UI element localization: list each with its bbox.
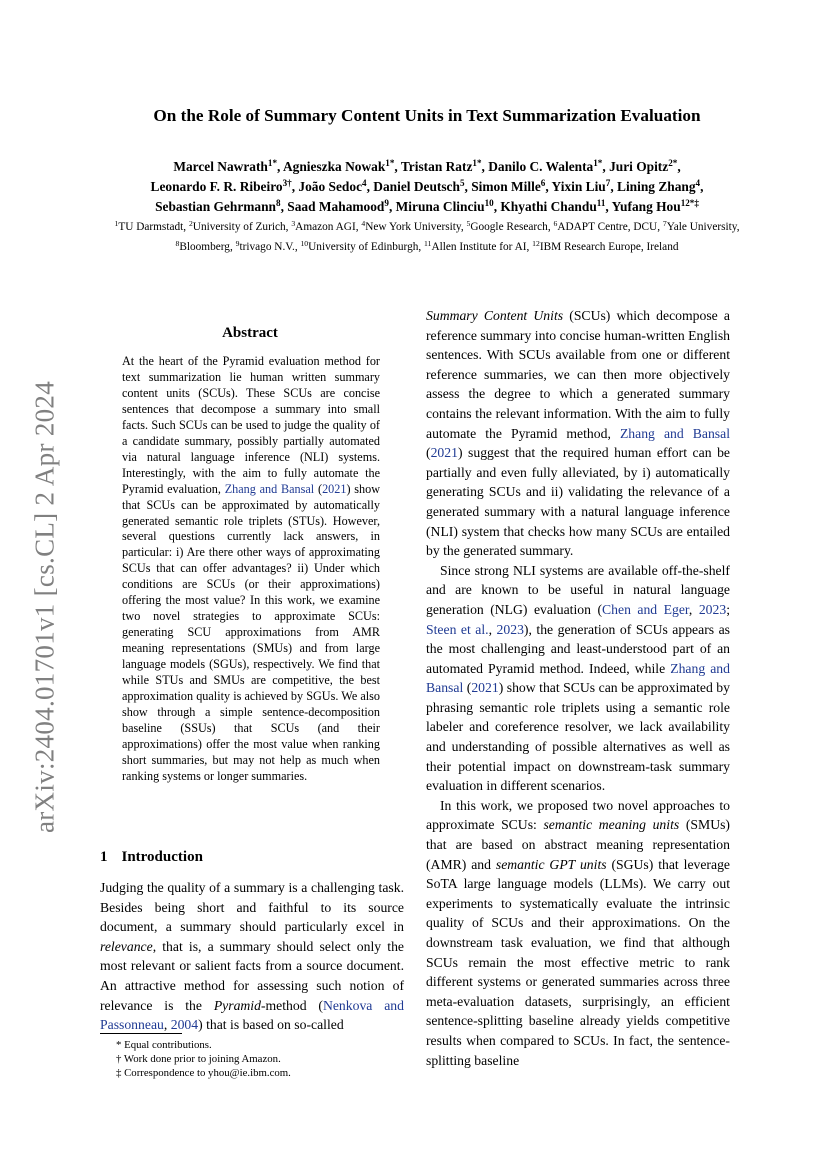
author-separator: , bbox=[394, 159, 401, 174]
author-affiliation-mark: 6 bbox=[540, 178, 546, 188]
body-text: Judging the quality of a summary is a challenging task. Besides being short and faithful to its source document, a summary should particularly excel in bbox=[100, 880, 404, 935]
citation-link[interactable]: Nenkova and Passonneau bbox=[100, 997, 404, 1033]
author-separator: , bbox=[545, 179, 552, 194]
author-affiliation-mark: 4 bbox=[695, 178, 701, 188]
affiliation-name: Amazon AGI bbox=[295, 221, 356, 233]
emphasis: Pyramid bbox=[213, 997, 261, 1013]
paragraph bbox=[426, 796, 730, 1070]
author-affiliation-mark: 1* bbox=[472, 158, 482, 168]
author-name: Leonardo F. R. Ribeiro bbox=[150, 179, 283, 194]
body-text: ( bbox=[426, 445, 431, 461]
abstract-text: At the heart of the Pyramid evaluation method for text summarization lie human written summary content units (SCUs). These SCUs are concise sentences that decompose a summary into small facts. Such SCUs can be used to judge the quality of a candidate summary, possibly partially automated via natural language inference (NLI) systems. Interestingly, with the aim to fully automate the Pyramid evaluation, bbox=[122, 354, 380, 496]
affiliation-list bbox=[95, 217, 759, 257]
body-text: , bbox=[488, 621, 497, 637]
section-title: Introduction bbox=[121, 849, 203, 865]
author-affiliation-mark: 1* bbox=[593, 158, 603, 168]
abstract-body bbox=[122, 354, 380, 785]
body-text: -method ( bbox=[260, 997, 323, 1013]
author-name: João Sedoc bbox=[298, 179, 363, 194]
citation-link[interactable]: Zhang and Bansal bbox=[619, 425, 731, 441]
affiliation-mark: 2 bbox=[188, 218, 193, 228]
author-name: Agnieszka Nowak bbox=[282, 159, 386, 174]
emphasis: Summary Content Units bbox=[426, 308, 564, 323]
body-text: ; bbox=[726, 601, 731, 617]
affiliation-mark: 9 bbox=[235, 238, 240, 248]
affiliation-separator: , bbox=[285, 221, 292, 233]
body-text: Since strong NLI systems are available off-the-shelf and are known to be useful in natural language generation (NLG) evaluation ( bbox=[426, 562, 730, 617]
author-name: Tristan Ratz bbox=[400, 159, 473, 174]
citation-link[interactable]: 2021 bbox=[322, 481, 347, 496]
body-text: (SMUs) that are based on abstract meaning representation (AMR) and bbox=[426, 817, 730, 872]
body-text: ) suggest that the required human effort can be partially and even fully alleviated, by i) automatically generating SCUs and ii) validating the relevance of a generated summary with a natural language inference (NLI) system that checks how many SCUs are entailed by the generated summary. bbox=[426, 445, 730, 559]
author-separator: , bbox=[610, 179, 618, 194]
footnotes bbox=[116, 1038, 406, 1080]
affiliation-separator: , bbox=[657, 221, 663, 233]
footnote: * Equal contributions. bbox=[116, 1039, 212, 1051]
author-separator: , bbox=[481, 159, 489, 174]
author-name: Marcel Nawrath bbox=[173, 159, 268, 174]
section-heading bbox=[100, 849, 203, 866]
affiliation-name: TU Darmstadt bbox=[118, 221, 184, 233]
affiliation-mark: 8 bbox=[175, 238, 180, 248]
citation-link[interactable]: Steen et al. bbox=[426, 621, 489, 637]
affiliation-name: New York University bbox=[365, 221, 461, 233]
body-text: ) show that SCUs can be approximated by phrasing semantic role triplets using a semantic role labeler and coreference resolver, we lack availability and understanding of possible alternatives as well as their potential impact on downstream-task summary evaluation in different scenarios. bbox=[426, 680, 730, 794]
right-column bbox=[426, 306, 730, 1070]
author-name: Juri Opitz bbox=[609, 159, 669, 174]
author-name: Khyathi Chandu bbox=[500, 199, 597, 214]
affiliation-separator: , bbox=[355, 221, 362, 233]
author-affiliation-mark: 1* bbox=[385, 158, 395, 168]
author-affiliation-mark: 5 bbox=[459, 178, 465, 188]
affiliation-separator: , bbox=[229, 241, 236, 253]
affiliation-separator: , bbox=[547, 221, 554, 233]
author-name: Miruna Clinciu bbox=[395, 199, 485, 214]
body-text: ( bbox=[463, 680, 472, 696]
author-separator: , bbox=[700, 179, 704, 194]
author-affiliation-mark: 12*‡ bbox=[680, 198, 699, 208]
section-number: 1 bbox=[100, 849, 108, 865]
affiliation-name: University of Zurich bbox=[192, 221, 286, 233]
author-affiliation-mark: 2* bbox=[668, 158, 678, 168]
affiliation-name: Yale University bbox=[666, 221, 737, 233]
affiliation-mark: 1 bbox=[114, 218, 119, 228]
footnote: † Work done prior to joining Amazon. bbox=[116, 1053, 281, 1065]
body-text: (SGUs) that leverage SoTA large language models (LLMs). We carry out experiments to systematically evaluate the intrinsic quality of SCUs and their approximations. On the downstream task evaluation, we find that although SCUs remain the most effective metric to rank different systems or generated summaries across three meta-evaluation datasets, surprisingly, an efficient sentence-splitting baseline already yields competitive results when compared to SCUs. In fact, the sentence-splitting baseline bbox=[426, 856, 730, 1068]
author-affiliation-mark: 9 bbox=[384, 198, 389, 208]
author-separator: , bbox=[388, 199, 396, 214]
affiliation-separator: , bbox=[736, 221, 740, 233]
affiliation-separator: , bbox=[294, 241, 301, 253]
author-separator: , bbox=[464, 179, 472, 194]
affiliation-mark: 4 bbox=[361, 218, 366, 228]
author-separator: , bbox=[366, 179, 374, 194]
author-name: Yufang Hou bbox=[611, 199, 681, 214]
citation-link[interactable]: 2023 bbox=[496, 621, 524, 637]
author-separator: , bbox=[493, 199, 501, 214]
affiliation-name: IBM Research Europe, Ireland bbox=[539, 241, 679, 253]
affiliation-separator: , bbox=[183, 221, 189, 233]
affiliation-mark: 10 bbox=[300, 238, 309, 248]
author-name: Yixin Liu bbox=[551, 179, 606, 194]
author-affiliation-mark: 7 bbox=[605, 178, 611, 188]
affiliation-separator: , bbox=[418, 241, 425, 253]
author-affiliation-mark: 11 bbox=[596, 198, 606, 208]
affiliation-name: Bloomberg bbox=[179, 241, 230, 253]
author-name: Daniel Deutsch bbox=[373, 179, 460, 194]
citation-link[interactable]: 2021 bbox=[471, 680, 499, 696]
affiliation-mark: 6 bbox=[553, 218, 558, 228]
citation-link[interactable]: 2004 bbox=[170, 1017, 199, 1033]
author-name: Lining Zhang bbox=[617, 179, 696, 194]
paragraph bbox=[426, 306, 730, 561]
body-text: , bbox=[688, 601, 699, 617]
citation-link[interactable]: Chen and Eger bbox=[602, 601, 689, 617]
body-text: (SCUs) which decompose a reference summary into concise human-written English sentences. With SCUs available from one or different reference summaries, we can then more objectively assess the degree to which a generated summary contains the relevant information. With the aim to fully automate the Pyramid method, bbox=[426, 308, 730, 441]
abstract-text: ( bbox=[314, 481, 323, 496]
author-affiliation-mark: 10 bbox=[484, 198, 494, 208]
citation-link[interactable]: Zhang and Bansal bbox=[224, 481, 315, 496]
body-text: ) that is based on so-called bbox=[198, 1017, 344, 1033]
affiliation-mark: 3 bbox=[291, 218, 296, 228]
author-name: Danilo C. Walenta bbox=[488, 159, 594, 174]
footnote-divider bbox=[100, 1033, 182, 1034]
author-affiliation-mark: 8 bbox=[276, 198, 281, 208]
author-affiliation-mark: 4 bbox=[362, 178, 367, 188]
affiliation-name: Allen Institute for AI bbox=[431, 241, 527, 253]
emphasis: relevance bbox=[100, 938, 153, 954]
abstract-heading: Abstract bbox=[222, 325, 278, 341]
affiliation-separator: , bbox=[526, 241, 533, 253]
paragraph bbox=[426, 561, 730, 796]
author-separator: , bbox=[280, 199, 288, 214]
citation-link[interactable]: Zhang and Bansal bbox=[426, 660, 730, 696]
affiliation-mark: 7 bbox=[662, 218, 667, 228]
body-text: , that is, a summary should select only the most relevant or salient facts from a source document. An attractive method for assessing such notion of relevance is the bbox=[100, 938, 404, 1013]
author-separator: , bbox=[602, 159, 610, 174]
author-name: Simon Mille bbox=[471, 179, 541, 194]
affiliation-name: ADAPT Centre, DCU bbox=[557, 221, 658, 233]
author-list bbox=[90, 157, 764, 217]
affiliation-mark: 12 bbox=[532, 238, 540, 248]
author-separator: , bbox=[677, 159, 681, 174]
affiliation-separator: , bbox=[460, 221, 467, 233]
citation-link[interactable]: 2021 bbox=[430, 445, 458, 461]
arxiv-stamp: arXiv:2404.01701v1 [cs.CL] 2 Apr 2024 bbox=[29, 380, 60, 834]
citation-link[interactable]: 2023 bbox=[698, 601, 727, 617]
author-separator: , bbox=[291, 179, 299, 194]
author-name: Sebastian Gehrmann bbox=[155, 199, 277, 214]
footnote: ‡ Correspondence to yhou@ie.ibm.com. bbox=[116, 1067, 291, 1079]
affiliation-mark: 11 bbox=[424, 238, 432, 248]
emphasis: semantic meaning units bbox=[543, 817, 680, 833]
author-separator: , bbox=[277, 159, 283, 174]
emphasis: semantic GPT units bbox=[495, 856, 607, 872]
affiliation-name: trivago N.V. bbox=[239, 241, 295, 253]
author-affiliation-mark: 3† bbox=[282, 178, 292, 188]
paper-title: On the Role of Summary Content Units in Text Summarization Evaluation bbox=[153, 106, 701, 125]
affiliation-mark: 5 bbox=[466, 218, 471, 228]
arxiv-stamp-area bbox=[0, 0, 72, 1171]
affiliation-name: Google Research bbox=[470, 221, 548, 233]
intro-paragraph bbox=[100, 878, 404, 1035]
affiliation-name: University of Edinburgh bbox=[308, 241, 419, 253]
body-text: In this work, we proposed two novel approaches to approximate SCUs: bbox=[426, 797, 730, 833]
author-affiliation-mark: 1* bbox=[267, 158, 277, 168]
body-text: , bbox=[163, 1017, 171, 1033]
abstract-text: ) show that SCUs can be approximated by automatically generated semantic role triplets (STUs). However, several questions currently lack answers, in particular: i) Are there other ways of approximating SCUs that can offer advantages? ii) Under which conditions are SCUs (or their approximations) offering the most value? In this work, we examine two novel strategies to approximate SCUs: generating SCU approximations from AMR meaning representations (SMUs) and from large language models (SGUs), respectively. We find that while STUs and SMUs are competitive, the best approximation quality is achieved by SGUs. We also show through a simple sentence-decomposition baseline (SSUs) that SCUs (and their approximations) offer the most value when ranking short summaries, but may not help as much when ranking systems or longer summaries. bbox=[122, 481, 381, 783]
body-text: ), the generation of SCUs appears as the most challenging and least-understood part of an automated Pyramid method. Indeed, while bbox=[426, 621, 730, 676]
author-name: Saad Mahamood bbox=[287, 199, 385, 214]
author-separator: , bbox=[605, 199, 612, 214]
